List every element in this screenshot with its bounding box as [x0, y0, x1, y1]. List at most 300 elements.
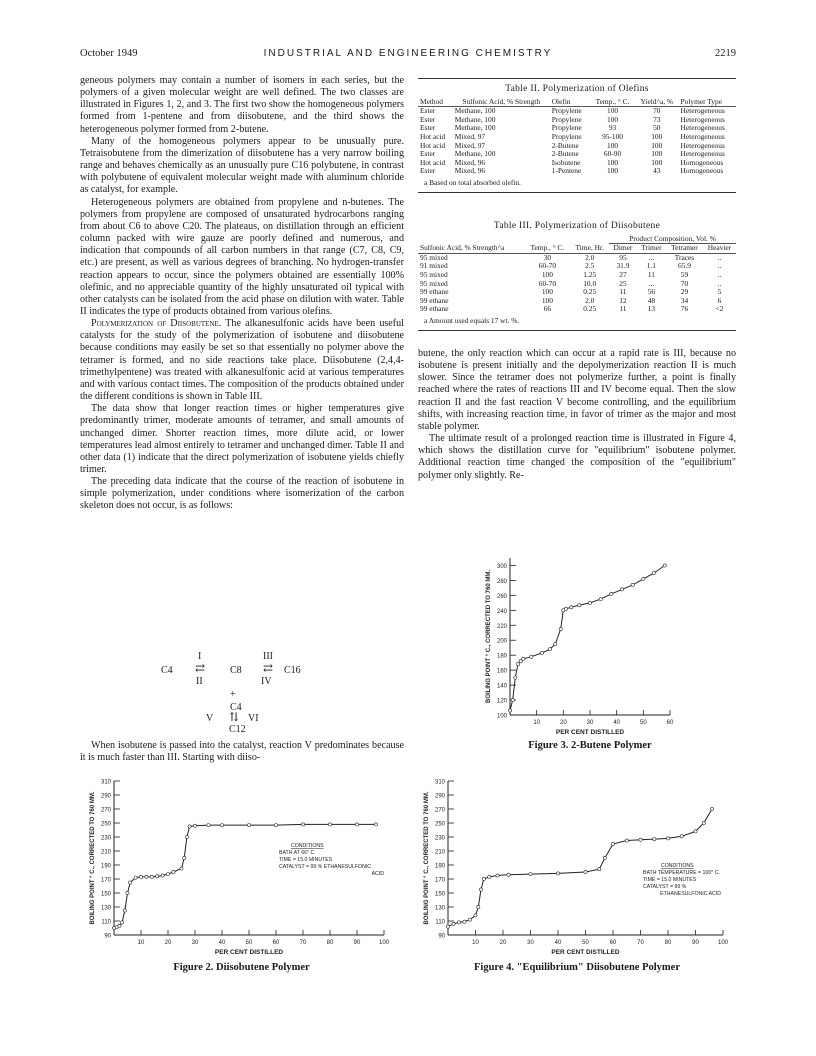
y-tick-label: 180: [496, 653, 507, 660]
table-cell: Mixed, 97: [454, 131, 486, 141]
data-point: [610, 592, 613, 595]
table-cell: 99 ethane: [420, 304, 449, 314]
data-point: [556, 872, 559, 875]
conditions-line: CATALYST = 99 % ETHANESULFONIC: [279, 864, 372, 870]
y-tick-label: 190: [434, 863, 445, 870]
x-tick-label: 30: [586, 720, 594, 726]
paragraph: The preceding data indicate that the course of the reaction of isobutene in simple polymerization, under conditions where isomerization of the carbon skeleton does not occur, is as follows:: [80, 476, 404, 512]
x-tick-label: 80: [326, 940, 334, 946]
table-cell: Propylene: [551, 123, 582, 133]
table-cell: Mixed, 96: [454, 157, 486, 167]
data-point: [145, 875, 148, 878]
data-point: [570, 606, 573, 609]
data-point: [156, 875, 159, 878]
data-point: [620, 588, 623, 591]
y-tick-label: 110: [101, 919, 111, 926]
table-row: [418, 288, 736, 297]
table-cell: 73: [653, 114, 661, 124]
data-point: [625, 839, 628, 842]
paragraph: Many of the homogeneous polymers appear to be unusually pure. Tetraisobutene from the dimerization of diisobutene has a very narrow boiling range and behaves chemically as an unusually pure C16 polybutene, in contrast with polybutene of equivalent molecular weight made with aluminum chloride as catalyst, for example.: [80, 135, 404, 196]
x-axis-label: PER CENT DISTILLED: [214, 949, 284, 956]
table-cell: 48: [647, 295, 656, 305]
y-tick-label: 90: [104, 933, 111, 940]
data-point: [474, 914, 477, 917]
table-cell: ..: [717, 261, 722, 271]
data-point: [680, 835, 683, 838]
table-row: [418, 280, 736, 289]
x-tick-label: 80: [664, 940, 672, 946]
data-point: [166, 873, 169, 876]
data-point: [694, 830, 697, 833]
data-point: [118, 924, 121, 927]
table-cell: 95 mixed: [420, 269, 448, 279]
figure-3-chart: [480, 550, 700, 735]
y-tick-label: 210: [434, 849, 445, 856]
table-cell: ...: [648, 252, 655, 262]
table-cell: Heterogeneous: [680, 123, 725, 133]
species-c8: C8: [230, 665, 242, 676]
y-tick-label: 100: [496, 713, 507, 720]
table-cell: 95 mixed: [420, 252, 448, 262]
data-point: [134, 876, 137, 879]
data-point: [507, 873, 510, 876]
data-point: [559, 627, 562, 630]
table-cell: 50: [653, 123, 661, 133]
table-cell: ..: [717, 252, 722, 262]
table-cell: 31.9: [616, 261, 630, 271]
table-cell: Heterogeneous: [680, 106, 725, 116]
table-cell: 11: [619, 304, 627, 314]
y-tick-label: 110: [435, 919, 445, 926]
x-tick-label: 40: [554, 940, 562, 946]
data-point: [180, 867, 183, 870]
equilibrium-arrow: ⇄: [195, 661, 206, 675]
x-tick-label: 70: [637, 940, 644, 946]
x-tick-label: 20: [499, 940, 507, 946]
column-header: Yield^a, %: [640, 96, 674, 106]
figure-3-caption: Figure 3. 2-Butene Polymer: [528, 740, 652, 751]
x-tick-label: 70: [299, 940, 307, 946]
table-cell: Propylene: [551, 131, 582, 141]
y-tick-label: 250: [434, 821, 445, 828]
table-cell: Ester: [420, 166, 436, 176]
x-tick-label: 50: [582, 940, 589, 946]
table-cell: 100: [541, 295, 553, 305]
conditions-line: BATH AT 66° C.: [279, 850, 316, 856]
x-tick-label: 50: [639, 720, 647, 726]
table-ii-grid: [418, 98, 736, 176]
conditions-line: TIME = 15.0 MINUTES: [279, 857, 333, 863]
table-cell: 100: [607, 140, 619, 150]
table-cell: Ester: [420, 106, 436, 116]
table-cell: 10.0: [583, 278, 597, 288]
data-point: [129, 881, 132, 884]
x-tick-label: 20: [559, 720, 567, 726]
data-point: [652, 571, 655, 574]
table-cell: 1.25: [583, 269, 597, 279]
table-cell: Hot acid: [420, 157, 446, 167]
table-cell: 25: [619, 278, 627, 288]
reaction-label: III: [263, 651, 273, 662]
y-tick-label: 310: [100, 779, 111, 786]
data-point: [139, 875, 142, 878]
conditions-line: TIME = 15.0 MINUTES: [643, 877, 697, 883]
y-tick-label: 150: [434, 891, 445, 898]
table-cell: 34: [680, 295, 689, 305]
table-cell: Homogeneous: [680, 166, 724, 176]
y-tick-label: 260: [496, 593, 507, 600]
table-cell: ..: [717, 278, 722, 288]
figure-4-chart: [418, 775, 736, 960]
column-header: Heavier: [707, 243, 732, 253]
table-cell: 6: [717, 295, 722, 305]
data-point: [578, 604, 581, 607]
y-tick-label: 160: [496, 668, 507, 675]
table-cell: Heterogeneous: [680, 131, 725, 141]
table-cell: 100: [651, 149, 663, 159]
table-cell: 95 mixed: [420, 278, 448, 288]
table-cell: Methane, 100: [454, 106, 496, 116]
table-cell: 1.1: [646, 261, 657, 271]
column-header: Time, Hr.: [575, 243, 604, 253]
left-column-text: [80, 75, 404, 513]
table-row: [418, 271, 736, 280]
conditions-line: ETHANESULFONIC ACID: [660, 891, 721, 897]
table-cell: 65.9: [678, 261, 691, 271]
table-cell: 43: [653, 166, 661, 176]
x-tick-label: 100: [717, 940, 729, 946]
y-tick-label: 120: [496, 698, 507, 705]
data-point: [247, 824, 250, 827]
table-footnote: a Based on total absorbed olefin.: [424, 177, 521, 187]
data-point: [588, 601, 591, 604]
table-cell: 30: [543, 252, 552, 262]
table-cell: 59: [680, 269, 689, 279]
data-point: [663, 564, 666, 567]
table-cell: <2: [715, 304, 724, 314]
species-c4: C4: [230, 702, 242, 713]
table-cell: 60-90: [603, 149, 622, 159]
x-tick-label: 90: [353, 940, 361, 946]
table-iii-grid: [418, 235, 736, 314]
table-cell: 1-Pentene: [551, 166, 582, 176]
data-point: [488, 875, 491, 878]
y-tick-label: 310: [434, 779, 445, 786]
y-tick-label: 240: [496, 608, 507, 615]
data-point: [220, 824, 223, 827]
table-cell: 100: [541, 269, 553, 279]
y-axis-label: BOILING POINT ° C., CORRECTED TO 760 MM.: [90, 791, 96, 925]
data-point: [126, 891, 129, 894]
column-header: Tetramer: [671, 243, 698, 253]
table-cell: Hot acid: [420, 140, 446, 150]
table-cell: 100: [651, 131, 663, 141]
table-cell: 2-Butene: [551, 149, 579, 159]
table-cell: Ester: [420, 114, 436, 124]
table-cell: 93: [608, 123, 617, 133]
journal-title: INDUSTRIAL AND ENGINEERING CHEMISTRY: [263, 48, 553, 59]
y-axis-label: BOILING POINT ° C., CORRECTED TO 760 MM.: [486, 570, 492, 703]
x-tick-label: 100: [378, 940, 390, 946]
x-tick-label: 10: [472, 940, 479, 946]
y-tick-label: 130: [434, 905, 445, 912]
reaction-label: V: [206, 713, 214, 724]
y-tick-label: 210: [100, 849, 111, 856]
table-cell: Traces: [674, 252, 695, 262]
y-tick-label: 170: [434, 877, 445, 884]
table-cell: Hot acid: [420, 131, 446, 141]
column-header: Dimer: [613, 243, 633, 253]
table-cell: Isobutene: [551, 157, 581, 167]
data-point: [702, 821, 705, 824]
table-cell: Heterogeneous: [680, 114, 725, 124]
y-tick-label: 140: [496, 683, 507, 690]
conditions-heading: CONDITIONS: [291, 843, 324, 849]
data-point: [207, 824, 210, 827]
table-caption: Table II. Polymerization of Olefins: [505, 84, 649, 94]
data-point: [374, 823, 377, 826]
data-point: [452, 922, 455, 925]
table-cell: 27: [619, 269, 627, 279]
column-header: Temp., ° C.: [595, 96, 630, 106]
table-cell: 99 ethane: [420, 295, 449, 305]
paragraph: The ultimate result of a prolonged reaction time is illustrated in Figure 4, which shows the distillation curve for "equilibrium" isobutene polymer. Additional reaction time changed the composition of the "equilibrium" polymer only slightly. Re-: [418, 433, 736, 481]
data-point: [183, 856, 186, 859]
data-point: [185, 835, 188, 838]
conditions-line: ACID: [371, 871, 384, 877]
table-row: [418, 167, 736, 176]
data-point: [457, 921, 460, 924]
data-point: [631, 583, 634, 586]
data-point: [530, 655, 533, 658]
data-point: [463, 920, 466, 923]
table-cell: 56: [647, 287, 656, 297]
data-point: [548, 648, 551, 651]
table-cell: 95-100: [602, 131, 624, 141]
paragraph: When isobutene is passed into the catalyst, reaction V predominates because it is much faster than III. Starting with diiso-: [80, 740, 404, 764]
table-cell: 100: [607, 114, 619, 124]
table-cell: Heterogeneous: [680, 140, 725, 150]
table-cell: 29: [680, 287, 689, 297]
conditions-heading: CONDITIONS: [661, 863, 694, 869]
series-line: [510, 566, 665, 711]
equilibrium-arrow: ⇄: [263, 661, 274, 675]
data-point: [508, 709, 511, 712]
x-axis-label: PER CENT DISTILLED: [555, 729, 625, 735]
table-iii: [418, 222, 736, 331]
x-tick-label: 90: [692, 940, 699, 946]
data-point: [477, 905, 480, 908]
x-tick-label: 30: [527, 940, 534, 946]
data-point: [496, 874, 499, 877]
table-cell: 0.25: [583, 304, 597, 314]
x-tick-label: 20: [164, 940, 172, 946]
table-ii: [418, 78, 736, 193]
data-point: [188, 825, 191, 828]
data-point: [328, 823, 331, 826]
data-point: [121, 921, 124, 924]
table-cell: 95: [619, 252, 627, 262]
table-cell: 13: [647, 304, 656, 314]
data-point: [482, 877, 485, 880]
page-number: 2219: [715, 48, 736, 59]
reaction-label: IV: [261, 676, 272, 687]
x-tick-label: 10: [137, 940, 145, 946]
table-row: [418, 297, 736, 306]
table-cell: Methane, 100: [454, 114, 496, 124]
figure-3: [480, 550, 700, 740]
x-tick-label: 60: [666, 720, 674, 726]
species-c16: C16: [284, 665, 301, 676]
table-cell: Ester: [420, 123, 436, 133]
table-cell: 60-70: [538, 278, 557, 288]
column-header: Olefin: [551, 96, 571, 106]
left-column-text-end: [80, 740, 404, 764]
column-header: Trimer: [641, 243, 662, 253]
data-point: [584, 870, 587, 873]
paragraph: The data show that longer reaction times or higher temperatures give predominantly trimer, moderate amounts of tetramer, and small amounts of unchanged dimer. Shorter reaction times, more dilute acid, or lower temperatures lead almost entirely to tetramer and unchanged dimer. Table II and other data (1) indicate that the direct polymerization of isobutene yields chiefly trimer.: [80, 403, 404, 475]
table-cell: Propylene: [551, 106, 582, 116]
y-tick-label: 230: [434, 835, 445, 842]
table-cell: 12: [619, 295, 627, 305]
data-point: [540, 651, 543, 654]
y-tick-label: 190: [100, 863, 111, 870]
data-point: [468, 918, 471, 921]
x-tick-label: 30: [191, 940, 199, 946]
species-c12: C12: [229, 724, 246, 735]
table-cell: 91 mixed: [420, 261, 448, 271]
table-cell: 2-Butene: [551, 140, 579, 150]
table-cell: 66: [543, 304, 552, 314]
y-tick-label: 270: [434, 807, 445, 814]
data-point: [598, 868, 601, 871]
right-column-text: [418, 348, 736, 482]
column-header: Method: [420, 96, 443, 106]
x-tick-label: 40: [218, 940, 226, 946]
table-cell: ..: [717, 269, 722, 279]
data-point: [666, 837, 669, 840]
running-header: [80, 48, 736, 62]
x-tick-label: 40: [613, 720, 621, 726]
y-axis-label: BOILING POINT ° C., CORRECTED TO 760 MM.: [424, 791, 430, 925]
reaction-label: I: [198, 651, 202, 662]
conditions-line: CATALYST = 99 %: [643, 884, 687, 890]
data-point: [564, 607, 567, 610]
y-tick-label: 300: [496, 563, 507, 570]
paragraph: Heterogeneous polymers are obtained from propylene and n-butenes. The polymers from propylene are composed of unsaturated hydrocarbons ranging from about C6 to above C20. The plateaus, on distillation through an efficient column packed with wire gauze are poorly defined and numerous, and indication that compounds of all carbon numbers in that range (C7, C8, C9, etc.) are present, as well as various degrees of branching. No hydrogen-transfer reaction appears to occur, since the polymers obtained are essentially 100% olefinic, and no appreciable quantity of the highly unsaturated oil typical with other catalysts can be isolated from the acid phase on dilution with water. Table II indicates the type of products obtained from various olefins.: [80, 196, 404, 317]
reaction-label: II: [196, 676, 203, 687]
table-cell: 100: [607, 157, 619, 167]
figure-2: [84, 775, 399, 965]
reaction-label: VI: [248, 713, 259, 724]
data-point: [599, 598, 602, 601]
x-tick-label: 10: [533, 720, 541, 726]
data-point: [611, 842, 614, 845]
data-point: [274, 824, 277, 827]
table-row: [418, 262, 736, 271]
data-point: [161, 874, 164, 877]
data-point: [446, 925, 449, 928]
column-group-header: Product Composition, Vol. %: [609, 235, 736, 244]
column-header: Polymer Type: [680, 96, 722, 106]
table-cell: 2.0: [585, 252, 595, 262]
x-axis-label: PER CENT DISTILLED: [551, 949, 620, 956]
data-point: [639, 838, 642, 841]
conditions-line: BATH TEMPERATURE = 100° C.: [643, 870, 720, 876]
data-point: [529, 873, 532, 876]
table-cell: 11: [647, 269, 655, 279]
table-cell: Mixed, 97: [454, 140, 486, 150]
table-cell: 100: [607, 106, 619, 116]
y-tick-label: 290: [100, 793, 111, 800]
table-cell: 99 ethane: [420, 287, 449, 297]
y-tick-label: 130: [100, 905, 111, 912]
data-point: [193, 824, 196, 827]
data-point: [355, 823, 358, 826]
table-cell: Mixed, 96: [454, 166, 486, 176]
table-cell: 70: [680, 278, 689, 288]
equilibrium-arrow: ⇅: [229, 710, 240, 724]
data-point: [653, 838, 656, 841]
paragraph: butene, the only reaction which can occur at a rapid rate is III, because no isobutene is present initially and the depolymerization reaction II is much slower. Since the tetramer does not polymerize further, a point is finally reached where the rates of reactions III and IV become equal. Then the slow reaction II and the fast reaction V become controlling, and the equilibrium shifts, with increasing reaction time, in favor of trimer as the major and most stable polymer.: [418, 348, 736, 432]
figure-4-caption: Figure 4. "Equilibrium" Diisobutene Polymer: [473, 962, 680, 973]
table-cell: 100: [651, 140, 663, 150]
table-cell: 100: [541, 287, 553, 297]
table-cell: Methane, 100: [454, 149, 496, 159]
x-tick-label: 60: [272, 940, 280, 946]
figure-2-chart: [84, 775, 399, 960]
column-header: Temp., ° C.: [530, 243, 565, 253]
data-point: [301, 823, 304, 826]
figure-4: [418, 775, 736, 965]
table-cell: 11: [619, 287, 627, 297]
y-tick-label: 290: [434, 793, 445, 800]
table-cell: 5: [717, 287, 722, 297]
table-cell: 100: [651, 157, 663, 167]
paragraph: Polymerization of Diisobutene. The alkanesulfonic acids have been useful catalysts for the study of the polymerization of isobutene and diisobutene because conditions may easily be set so that essentially no polymer above the tetramer is formed, and no side reactions take place. Diisobutene (2,4,4-trimethylpentene) was treated with alkanesulfonic acid at various temperatures and with various contact times. The composition of the products obtained under the different conditions is shown in Table III.: [80, 318, 404, 403]
table-cell: 76: [680, 304, 689, 314]
data-point: [123, 909, 126, 912]
y-tick-label: 280: [496, 578, 507, 585]
y-tick-label: 90: [438, 933, 445, 940]
column-header: Sulfonic Acid, % Strength^a: [420, 243, 505, 253]
y-tick-label: 150: [100, 891, 111, 898]
table-cell: 2.0: [585, 295, 595, 305]
table-cell: 100: [607, 166, 619, 176]
data-point: [603, 856, 606, 859]
y-tick-label: 200: [496, 638, 507, 645]
data-point: [554, 642, 557, 645]
data-point: [516, 663, 519, 666]
data-point: [522, 657, 525, 660]
table-cell: 70: [653, 106, 661, 116]
plus-sign: +: [230, 689, 236, 700]
table-cell: 2.5: [585, 261, 595, 271]
table-cell: Heterogeneous: [680, 149, 725, 159]
figure-2-caption: Figure 2. Diisobutene Polymer: [173, 962, 310, 973]
data-point: [150, 875, 153, 878]
table-cell: 60-70: [538, 261, 557, 271]
data-point: [172, 870, 175, 873]
table-cell: Methane, 100: [454, 123, 496, 133]
table-cell: ...: [648, 278, 655, 288]
y-tick-label: 170: [100, 877, 111, 884]
table-footnote: a Amount used equals 17 wt. %.: [424, 315, 520, 325]
section-heading: Polymerization of Diisobutene.: [91, 318, 222, 330]
x-tick-label: 60: [609, 940, 617, 946]
issue-date: October 1949: [80, 48, 138, 59]
y-tick-label: 250: [100, 821, 111, 828]
